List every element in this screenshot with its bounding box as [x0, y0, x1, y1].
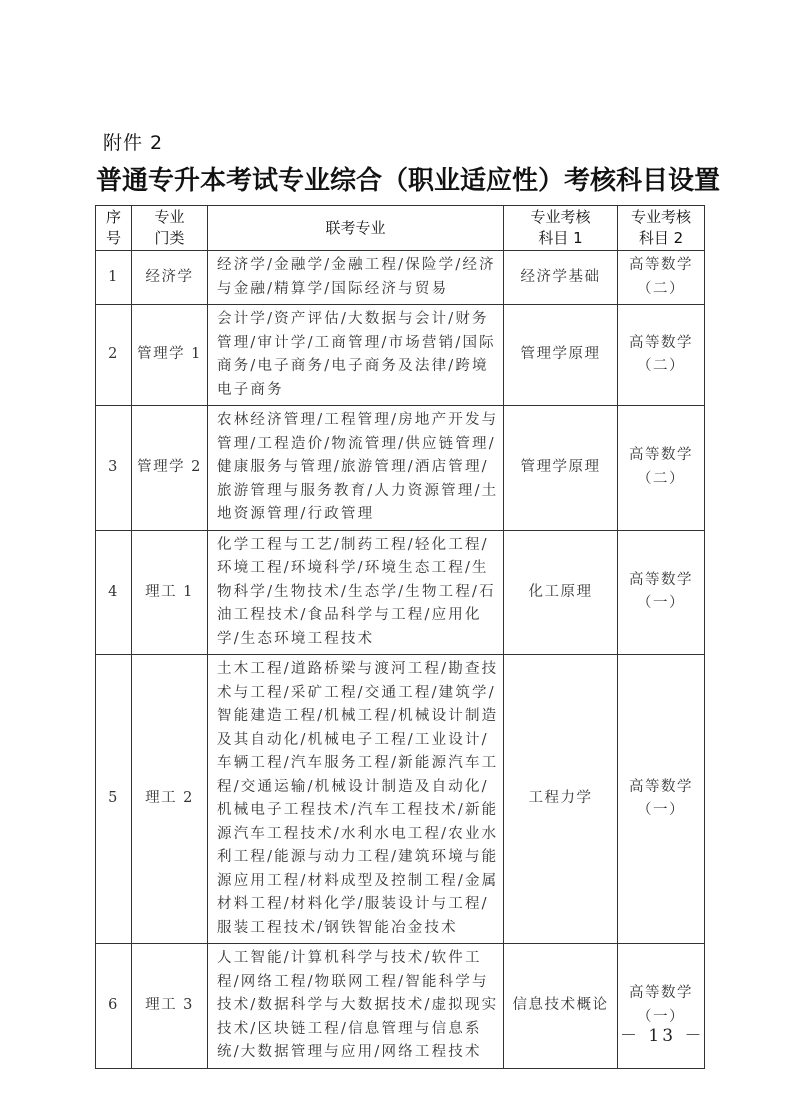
header-no — [96, 206, 132, 251]
subject2-name: 高等数学 — [629, 778, 693, 795]
row-subject2 — [618, 251, 705, 305]
row-subject2 — [618, 406, 705, 531]
table-row — [96, 944, 705, 1069]
table-row — [96, 655, 705, 944]
row-category: 管理学 1 — [132, 305, 208, 406]
header-subject1-line1: 专业考核 — [530, 208, 591, 226]
row-no: 4 — [96, 530, 132, 655]
attachment-label: 附件 2 — [103, 132, 164, 154]
row-majors: 人工智能/计算机科学与技术/软件工程/网络工程/物联网工程/智能科学与技术/数据科学与大数据技术/虚拟现实技术/区块链工程/信息管理与信息系统/大数据管理与应用/网络工程技术 — [208, 944, 504, 1069]
header-no-line1: 序 — [105, 208, 121, 226]
header-category-line1: 专业 — [154, 208, 185, 226]
row-subject1: 管理学原理 — [504, 305, 618, 406]
header-category — [132, 206, 208, 251]
table-row — [96, 530, 705, 655]
table-row — [96, 406, 705, 531]
subject2-name: 高等数学 — [629, 985, 693, 1002]
row-subject2 — [618, 655, 705, 944]
row-subject1: 经济学基础 — [504, 251, 618, 305]
header-majors: 联考专业 — [208, 206, 504, 251]
row-category: 理工 2 — [132, 655, 208, 944]
row-subject2 — [618, 305, 705, 406]
header-subject1-line2: 科目 1 — [538, 229, 583, 247]
row-majors: 会计学/资产评估/大数据与会计/财务管理/审计学/工商管理/市场营销/国际商务/电子商务/电子商务及法律/跨境电子商务 — [208, 305, 504, 406]
row-category: 理工 3 — [132, 944, 208, 1069]
row-subject2 — [618, 944, 705, 1069]
row-subject1: 信息技术概论 — [504, 944, 618, 1069]
header-category-line2: 门类 — [154, 229, 185, 247]
row-subject2 — [618, 530, 705, 655]
subject2-name: 高等数学 — [629, 257, 693, 273]
row-category: 管理学 2 — [132, 406, 208, 531]
header-no-line2: 号 — [105, 229, 121, 247]
row-no: 1 — [96, 251, 132, 305]
header-subject1 — [504, 206, 618, 251]
row-majors: 化学工程与工艺/制药工程/轻化工程/环境工程/环境科学/环境生态工程/生物科学/生物技术/生态学/生物工程/石油工程技术/食品科学与工程/应用化学/生态环境工程技术 — [208, 530, 504, 655]
header-subject2-line1: 专业考核 — [630, 208, 691, 226]
subject2-name: 高等数学 — [629, 571, 693, 588]
row-subject1: 化工原理 — [504, 530, 618, 655]
table-row — [96, 251, 705, 305]
table-row — [96, 305, 705, 406]
row-category: 理工 1 — [132, 530, 208, 655]
row-subject1: 工程力学 — [504, 655, 618, 944]
row-majors: 土木工程/道路桥梁与渡河工程/勘查技术与工程/采矿工程/交通工程/建筑学/智能建造工程/机械工程/机械设计制造及其自动化/机械电子工程/工业设计/车辆工程/汽车服务工程/新能源汽车工程/交通运输/机械设计制造及自动化/机械电子工程技术/汽车工程技术/新能源汽车工程技术/水利水电工程/农业水利工程/能源与动力工程/建筑环境与能源应用工程/材料成型及控制工程/金属材料工程/材料化学/服装设计与工程/服装工程技术/钢铁智能冶金技术 — [208, 655, 504, 944]
subject2-name: 高等数学 — [629, 447, 693, 464]
subject2-level: （一） — [637, 595, 685, 612]
document-title: 普通专升本考试专业综合（职业适应性）考核科目设置 — [96, 166, 721, 196]
row-no: 3 — [96, 406, 132, 531]
row-majors: 农林经济管理/工程管理/房地产开发与管理/工程造价/物流管理/供应链管理/健康服务与管理/旅游管理/酒店管理/旅游管理与服务教育/人力资源管理/土地资源管理/行政管理 — [208, 406, 504, 531]
subject2-level: （二） — [637, 280, 685, 297]
row-category: 经济学 — [132, 251, 208, 305]
subject2-level: （二） — [637, 358, 685, 374]
page-number: － 13 － — [620, 1026, 705, 1046]
header-subject2 — [618, 206, 705, 251]
header-subject2-line2: 科目 2 — [638, 229, 684, 247]
row-no: 2 — [96, 305, 132, 406]
subject2-level: （一） — [637, 802, 685, 818]
subject2-level: （一） — [637, 1008, 685, 1025]
row-subject1: 管理学原理 — [504, 406, 618, 531]
row-no: 6 — [96, 944, 132, 1069]
exam-subjects-table — [95, 205, 705, 1069]
row-no: 5 — [96, 655, 132, 944]
table-header-row — [96, 206, 705, 251]
subject2-level: （二） — [637, 470, 685, 487]
row-majors: 经济学/金融学/金融工程/保险学/经济与金融/精算学/国际经济与贸易 — [208, 251, 504, 305]
subject2-name: 高等数学 — [629, 334, 693, 351]
